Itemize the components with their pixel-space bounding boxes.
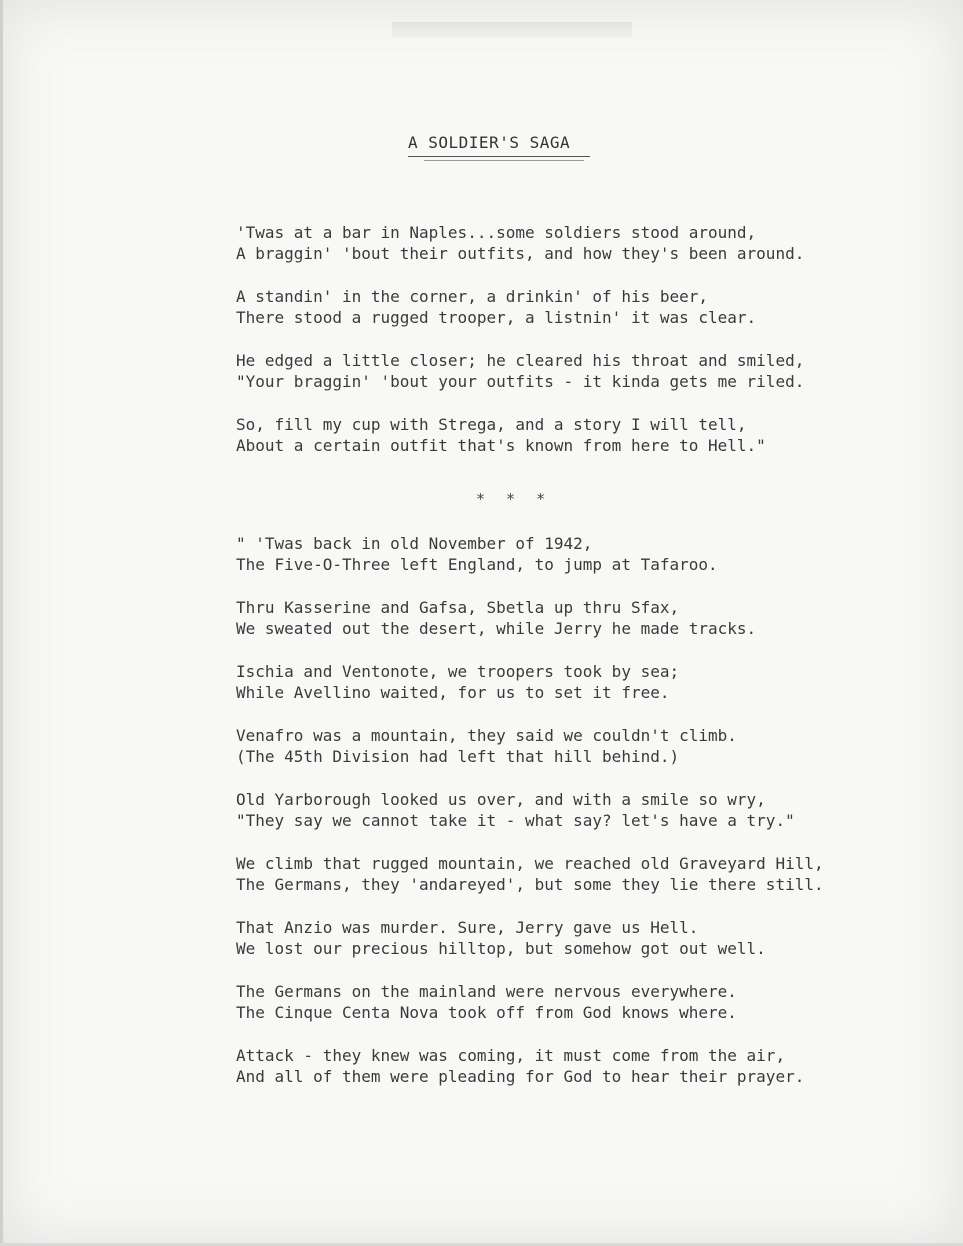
verse-line: Thru Kasserine and Gafsa, Sbetla up thru Sfax,	[236, 598, 680, 617]
verse-line: We climb that rugged mountain, we reached old Graveyard Hill,	[236, 854, 824, 873]
verse-line: (The 45th Division had left that hill behind.)	[236, 747, 680, 766]
stanza	[236, 1045, 836, 1087]
verse-line: That Anzio was murder. Sure, Jerry gave us Hell.	[236, 918, 699, 937]
scan-smudge	[392, 22, 632, 38]
intro-section	[236, 222, 836, 478]
stanza	[236, 661, 836, 703]
page-edge-left	[0, 0, 3, 1246]
stanza	[236, 789, 836, 831]
verse-line: We sweated out the desert, while Jerry he made tracks.	[236, 619, 757, 638]
verse-line: He edged a little closer; he cleared his throat and smiled,	[236, 351, 805, 370]
verse-line: "Your braggin' 'bout your outfits - it kinda gets me riled.	[236, 372, 805, 391]
stanza	[236, 725, 836, 767]
verse-line: Old Yarborough looked us over, and with a smile so wry,	[236, 790, 766, 809]
stanza	[236, 414, 836, 456]
verse-line: The Five-O-Three left England, to jump at Tafaroo.	[236, 555, 718, 574]
verse-line: The Germans, they 'andareyed', but some they lie there still.	[236, 875, 824, 894]
verse-line: Attack - they knew was coming, it must come from the air,	[236, 1046, 786, 1065]
title-underline	[408, 156, 590, 158]
stanza	[236, 222, 836, 264]
verse-line: 'Twas at a bar in Naples...some soldiers stood around,	[236, 223, 757, 242]
verse-line: Venafro was a mountain, they said we couldn't climb.	[236, 726, 737, 745]
section-separator: * * *	[476, 490, 552, 508]
verse-line: A braggin' 'bout their outfits, and how they's been around.	[236, 244, 805, 263]
verse-line: " 'Twas back in old November of 1942,	[236, 534, 593, 553]
verse-line: We lost our precious hilltop, but somehow got out well.	[236, 939, 766, 958]
stanza	[236, 350, 836, 392]
verse-line: So, fill my cup with Strega, and a story I will tell,	[236, 415, 747, 434]
story-section	[236, 533, 836, 1109]
verse-line: About a certain outfit that's known from here to Hell."	[236, 436, 766, 455]
verse-line: While Avellino waited, for us to set it free.	[236, 683, 670, 702]
title-underline-double	[424, 160, 584, 162]
verse-line: The Cinque Centa Nova took off from God knows where.	[236, 1003, 737, 1022]
stanza	[236, 533, 836, 575]
verse-line: "They say we cannot take it - what say? let's have a try."	[236, 811, 795, 830]
verse-line: A standin' in the corner, a drinkin' of his beer,	[236, 287, 709, 306]
verse-line: And all of them were pleading for God to hear their prayer.	[236, 1067, 805, 1086]
stanza	[236, 853, 836, 895]
stanza	[236, 981, 836, 1023]
stanza	[236, 597, 836, 639]
stanza	[236, 286, 836, 328]
verse-line: The Germans on the mainland were nervous everywhere.	[236, 982, 737, 1001]
poem-title: A SOLDIER'S SAGA	[408, 133, 571, 152]
verse-line: Ischia and Ventonote, we troopers took by sea;	[236, 662, 680, 681]
stanza	[236, 917, 836, 959]
verse-line: There stood a rugged trooper, a listnin' it was clear.	[236, 308, 757, 327]
